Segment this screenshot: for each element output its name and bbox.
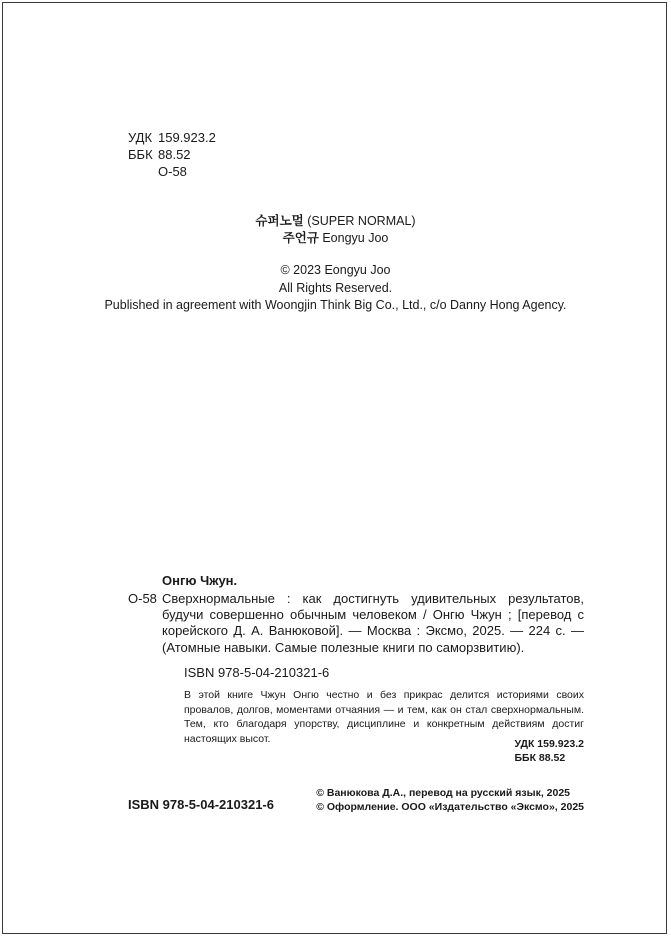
copyright-line-3: Published in agreement with Woongjin Think Big Co., Ltd., c/o Danny Hong Agency. bbox=[104, 298, 567, 312]
copyright-line-2: All Rights Reserved. bbox=[278, 280, 393, 295]
copyright-block bbox=[0, 262, 671, 315]
udk-value: 159.923.2 bbox=[158, 130, 216, 145]
bbk-value: 88.52 bbox=[158, 147, 191, 162]
original-author-line bbox=[0, 230, 671, 247]
classification-block bbox=[128, 129, 216, 180]
author-latin: Eongyu Joo bbox=[322, 231, 389, 245]
bibliographic-author: Онгю Чжун. bbox=[162, 573, 238, 588]
author-code: О-58 bbox=[158, 164, 187, 179]
bibliographic-description: Сверхнормальные : как достигнуть удивительных результатов, будучи совершенно обычным человеком / Онгю Чжун ; [перевод с корейского Д. А. Ванюковой]. — Москва : Эксмо, 2025. — 224 с. — (Атомные навыки. Самые полезные книги по саморзвитию). bbox=[162, 591, 584, 655]
udk-row bbox=[128, 129, 216, 146]
title-korean: 슈퍼노멀 bbox=[255, 214, 304, 228]
copyright-line-1: © 2023 Eongyu Joo bbox=[280, 263, 391, 277]
original-title-block bbox=[0, 213, 671, 247]
bbk-label: ББК bbox=[128, 147, 153, 162]
design-rights: © Оформление. ООО «Издательство «Эксмо», 2025 bbox=[316, 801, 584, 813]
udk-line: УДК 159.923.2 bbox=[514, 738, 584, 750]
annotation: В этой книге Чжун Онгю честно и без прикрас делится историями своих провалов, долгов, моментами отчаяния — и тем, как он стал сверхнормальным. Тем, кто благодаря упорству, дисциплине и конкретным действиям достиг настоящих высот. bbox=[184, 689, 584, 745]
rights-block bbox=[316, 786, 584, 814]
author-korean: 주언규 bbox=[282, 231, 319, 245]
author-code-row bbox=[128, 163, 216, 180]
udk-label: УДК bbox=[128, 130, 153, 145]
bbk-row bbox=[128, 146, 216, 163]
footer-isbn: ISBN 978-5-04-210321-6 bbox=[128, 797, 274, 812]
original-title-line bbox=[0, 213, 671, 230]
title-latin: (SUPER NORMAL) bbox=[307, 214, 416, 228]
translation-rights: © Ванюкова Д.А., перевод на русский язык, 2025 bbox=[316, 787, 571, 799]
bibliographic-code: О-58 bbox=[128, 591, 157, 606]
bibliographic-codes bbox=[514, 737, 584, 765]
bbk-line: ББК 88.52 bbox=[514, 752, 566, 764]
bibliographic-isbn: ISBN 978-5-04-210321-6 bbox=[184, 665, 330, 680]
